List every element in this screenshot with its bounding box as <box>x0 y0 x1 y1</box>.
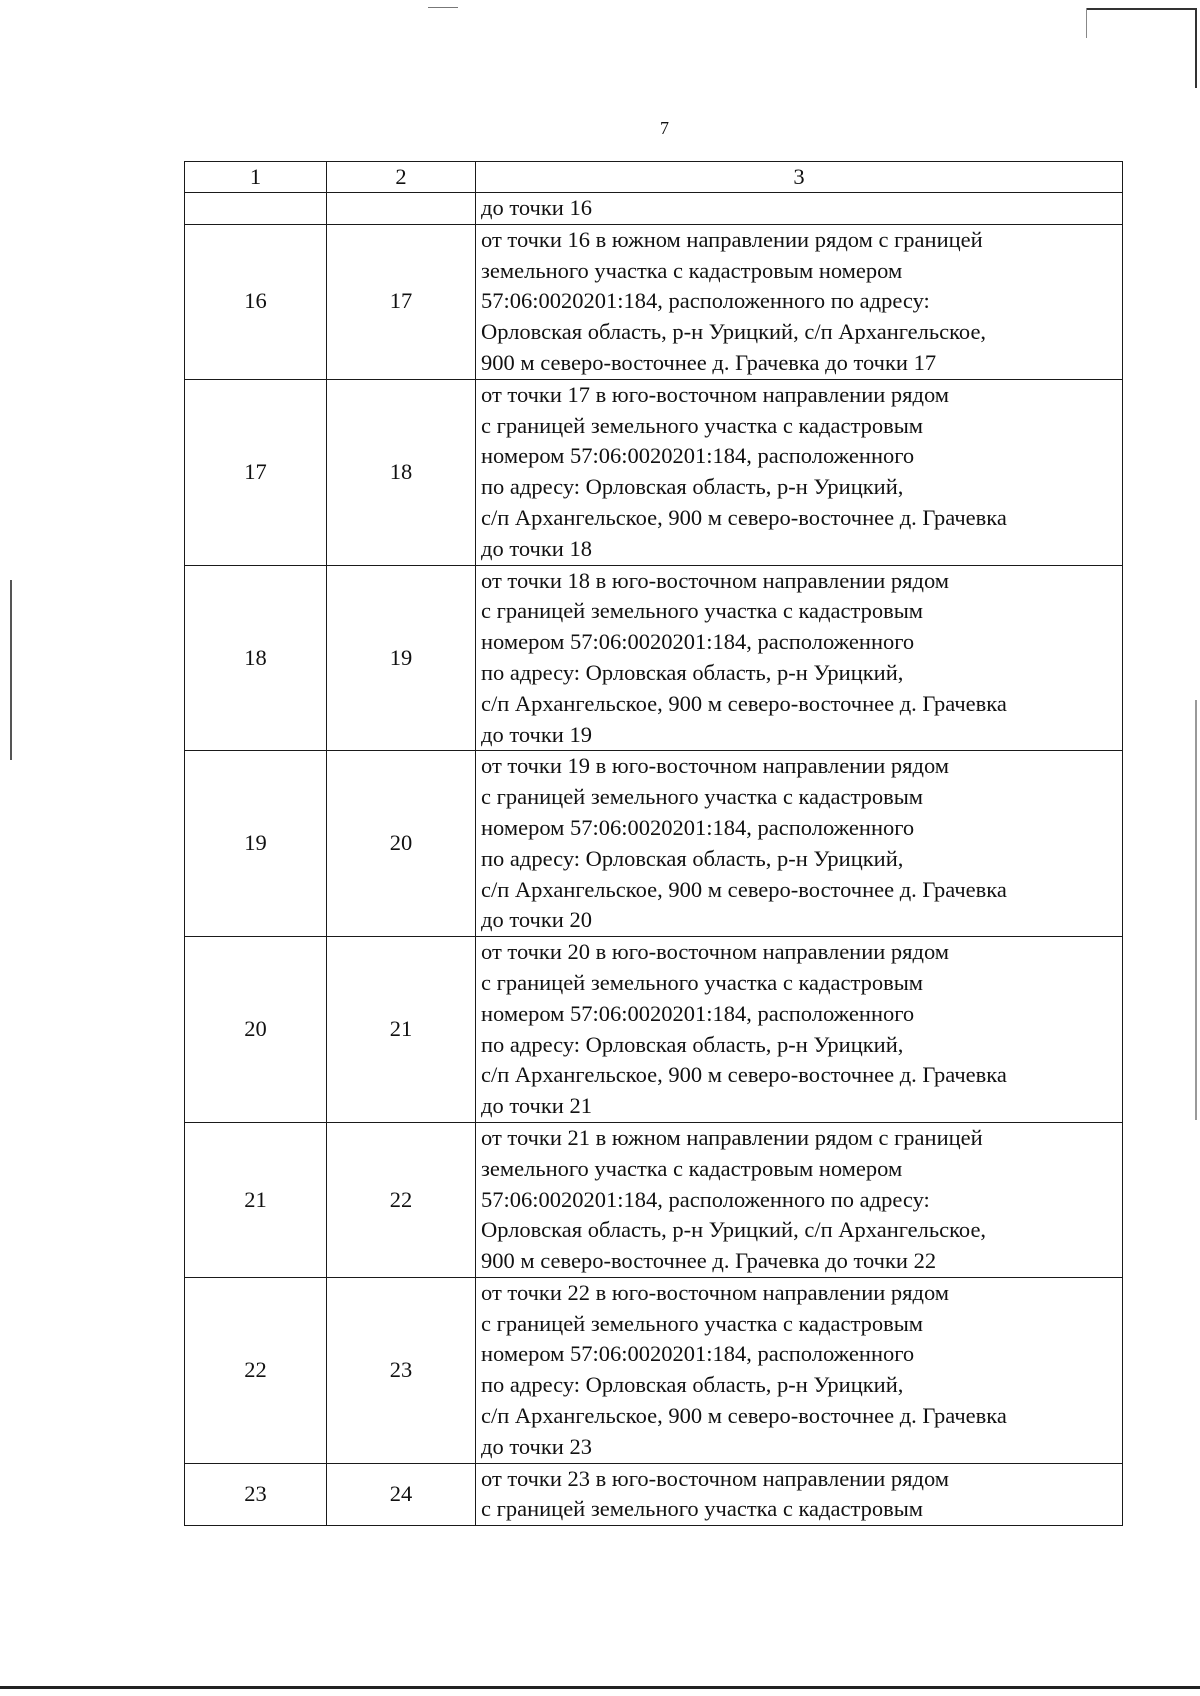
description-line: Орловская область, р-н Урицкий, с/п Архангельское, <box>481 319 987 345</box>
scan-left-mark <box>10 580 12 760</box>
description-line: 57:06:0020201:184, расположенного по адресу: <box>481 1186 930 1212</box>
scan-bottom-border <box>0 1686 1200 1689</box>
point-from-cell: 18 <box>185 565 327 751</box>
column-header-2: 2 <box>327 162 476 193</box>
boundary-description-cell <box>476 937 1123 1123</box>
boundary-description-cell <box>476 1277 1123 1463</box>
point-from-cell: 19 <box>185 751 327 937</box>
table-row <box>185 193 1123 225</box>
description-line: с/п Архангельское, 900 м северо-восточнее д. Грачевка <box>481 690 1007 716</box>
point-to-cell: 22 <box>327 1122 476 1277</box>
point-from-cell: 23 <box>185 1463 327 1526</box>
description-line: земельного участка с кадастровым номером <box>481 1155 903 1181</box>
scan-corner-border <box>1195 8 1197 88</box>
description-line: номером 57:06:0020201:184, расположенного <box>481 1000 915 1026</box>
description-line: с границей земельного участка с кадастровым <box>481 598 924 624</box>
table-header-row <box>185 162 1123 193</box>
description-line: по адресу: Орловская область, р-н Урицкий, <box>481 845 904 871</box>
point-to-cell <box>327 193 476 225</box>
column-header-3: 3 <box>476 162 1123 193</box>
point-from-cell: 21 <box>185 1122 327 1277</box>
description-line: 900 м северо-восточнее д. Грачевка до точки 22 <box>481 1248 937 1274</box>
description-line: от точки 16 в южном направлении рядом с границей <box>481 226 983 252</box>
description-line: от точки 17 в юго-восточном направлении рядом <box>481 381 950 407</box>
boundary-description-cell <box>476 379 1123 565</box>
table-row <box>185 937 1123 1123</box>
description-line: от точки 19 в юго-восточном направлении рядом <box>481 753 950 779</box>
description-line: земельного участка с кадастровым номером <box>481 257 903 283</box>
description-line: до точки 16 <box>481 195 592 220</box>
description-line: номером 57:06:0020201:184, расположенного <box>481 1341 915 1367</box>
boundary-description-table <box>184 161 1123 1526</box>
scan-corner-border <box>1087 8 1197 10</box>
description-line: с/п Архангельское, 900 м северо-восточнее д. Грачевка <box>481 1403 1007 1429</box>
table-row <box>185 565 1123 751</box>
description-line: Орловская область, р-н Урицкий, с/п Архангельское, <box>481 1217 987 1243</box>
scan-right-mark <box>1195 700 1197 1120</box>
description-line: с/п Архангельское, 900 м северо-восточнее д. Грачевка <box>481 1062 1007 1088</box>
point-from-cell: 20 <box>185 937 327 1123</box>
table-row <box>185 224 1123 379</box>
point-to-cell: 17 <box>327 224 476 379</box>
page-number: 7 <box>660 118 669 138</box>
point-to-cell: 20 <box>327 751 476 937</box>
description-line: с границей земельного участка с кадастровым <box>481 412 924 438</box>
boundary-description-cell <box>476 224 1123 379</box>
description-line: с границей земельного участка с кадастровым <box>481 1496 924 1522</box>
description-line: от точки 20 в юго-восточном направлении рядом <box>481 939 950 965</box>
point-from-cell: 17 <box>185 379 327 565</box>
description-line: номером 57:06:0020201:184, расположенного <box>481 814 915 840</box>
table-row <box>185 1277 1123 1463</box>
description-line: с границей земельного участка с кадастровым <box>481 784 924 810</box>
point-from-cell <box>185 193 327 225</box>
description-line: от точки 21 в южном направлении рядом с границей <box>481 1124 983 1150</box>
boundary-description-cell <box>476 751 1123 937</box>
description-line: до точки 18 <box>481 535 592 561</box>
scan-artifact-line <box>1086 8 1087 38</box>
point-to-cell: 21 <box>327 937 476 1123</box>
boundary-description-cell <box>476 1122 1123 1277</box>
description-line: от точки 23 в юго-восточном направлении рядом <box>481 1465 950 1491</box>
point-to-cell: 23 <box>327 1277 476 1463</box>
column-header-1: 1 <box>185 162 327 193</box>
table-row <box>185 1122 1123 1277</box>
description-line: с границей земельного участка с кадастровым <box>481 1310 924 1336</box>
description-line: с/п Архангельское, 900 м северо-восточнее д. Грачевка <box>481 504 1007 530</box>
description-line: 57:06:0020201:184, расположенного по адресу: <box>481 288 930 314</box>
boundary-description-cell <box>476 1463 1123 1526</box>
boundary-description-cell <box>476 193 1123 225</box>
point-to-cell: 18 <box>327 379 476 565</box>
table-row <box>185 751 1123 937</box>
description-line: по адресу: Орловская область, р-н Урицкий, <box>481 659 904 685</box>
table-body <box>185 193 1123 1526</box>
description-line: до точки 20 <box>481 907 592 933</box>
description-line: до точки 19 <box>481 721 592 747</box>
point-from-cell: 22 <box>185 1277 327 1463</box>
scan-artifact-line <box>428 7 458 8</box>
description-line: до точки 21 <box>481 1093 592 1119</box>
description-line: от точки 22 в юго-восточном направлении рядом <box>481 1279 950 1305</box>
description-line: по адресу: Орловская область, р-н Урицкий, <box>481 474 904 500</box>
description-line: по адресу: Орловская область, р-н Урицкий, <box>481 1372 904 1398</box>
description-line: номером 57:06:0020201:184, расположенного <box>481 629 915 655</box>
description-line: по адресу: Орловская область, р-н Урицкий, <box>481 1031 904 1057</box>
description-line: 900 м северо-восточнее д. Грачевка до точки 17 <box>481 349 937 375</box>
description-line: от точки 18 в юго-восточном направлении рядом <box>481 567 950 593</box>
point-to-cell: 24 <box>327 1463 476 1526</box>
table-row <box>185 379 1123 565</box>
table-row <box>185 1463 1123 1526</box>
description-line: номером 57:06:0020201:184, расположенного <box>481 443 915 469</box>
point-from-cell: 16 <box>185 224 327 379</box>
description-line: с границей земельного участка с кадастровым <box>481 969 924 995</box>
boundary-description-cell <box>476 565 1123 751</box>
description-line: с/п Архангельское, 900 м северо-восточнее д. Грачевка <box>481 876 1007 902</box>
description-line: до точки 23 <box>481 1433 592 1459</box>
point-to-cell: 19 <box>327 565 476 751</box>
